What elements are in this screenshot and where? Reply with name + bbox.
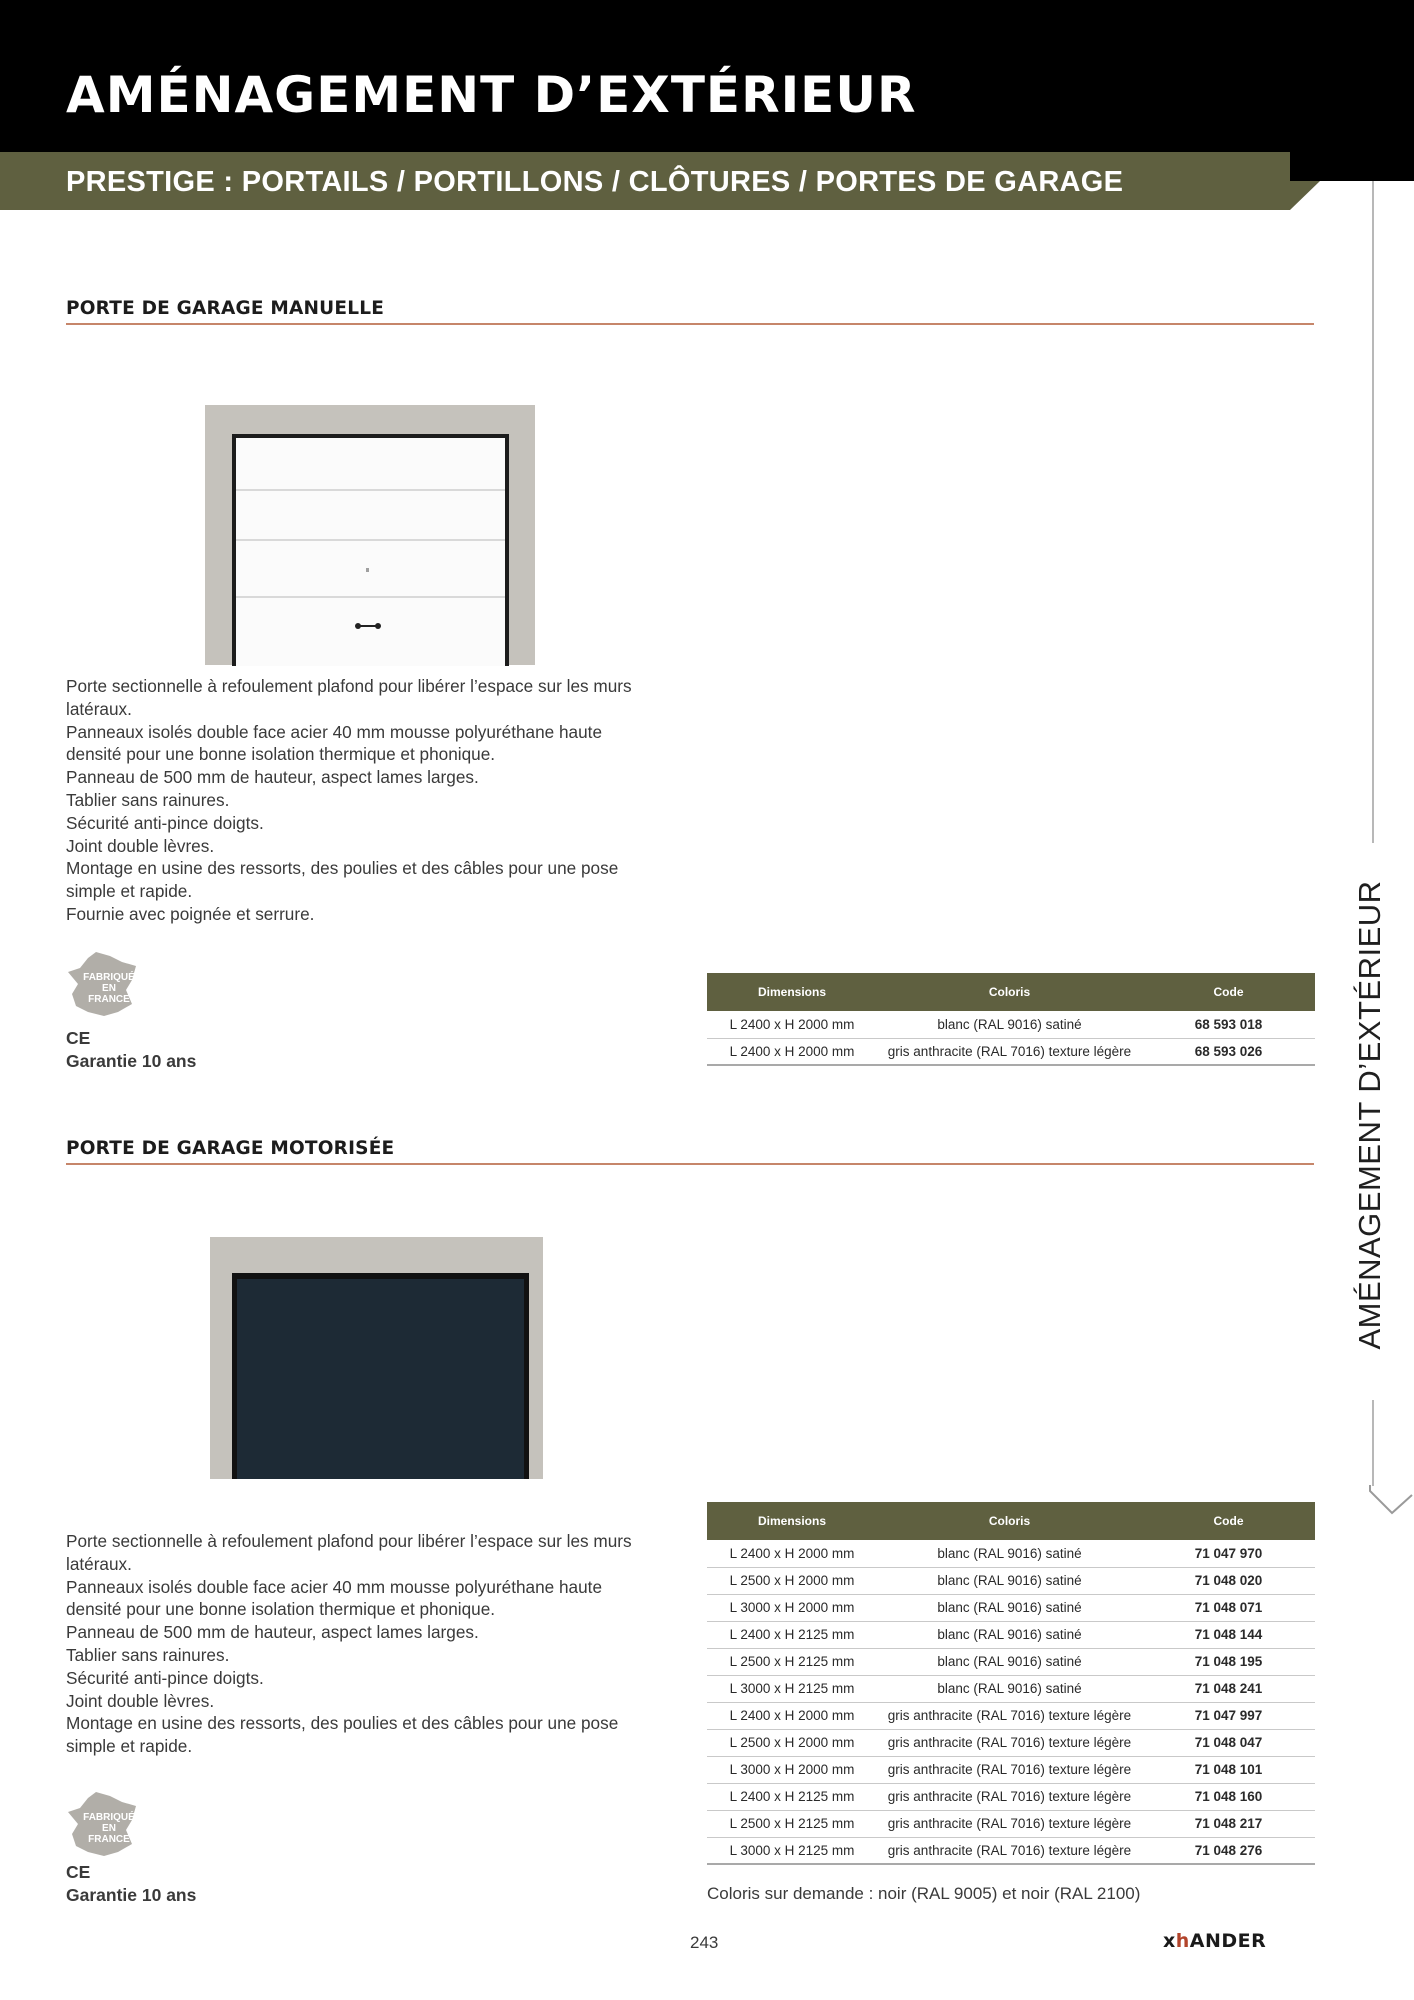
table-header: Code (1142, 973, 1315, 1011)
page-subtitle: PRESTIGE : PORTAILS / PORTILLONS / CLÔTURES / PORTES DE GARAGE (66, 166, 1124, 198)
header-tab (1290, 152, 1414, 181)
table-row: L 2500 x H 2125 mm gris anthracite (RAL 7016) texture légère 71 048 217 (707, 1810, 1315, 1837)
page-title: AMÉNAGEMENT D’EXTÉRIEUR (66, 66, 917, 124)
warranty-text: Garantie 10 ans (66, 1885, 197, 1905)
motorised-door-image (210, 1237, 543, 1479)
brand-logo: xhANDER (1163, 1930, 1267, 1952)
table-row: L 2400 x H 2125 mm blanc (RAL 9016) satiné 71 048 144 (707, 1621, 1315, 1648)
side-divider-bottom (1372, 1400, 1374, 1486)
manual-description: Porte sectionnelle à refoulement plafond pour libérer l’espace sur les murs latéraux. Panneaux isolés double face acier 40 mm mousse polyuréthane haute densité pour une bonne isolation thermique et phonique. Panneau de 500 mm de hauteur, aspect lames larges. Tablier sans rainures. Sécurité anti-pince doigts. Joint double lèvres. Montage en usine des ressorts, des poulies et des câbles pour une pose simple et rapide. Fournie avec poignée et serrure. (66, 676, 632, 924)
table-row: L 3000 x H 2125 mm gris anthracite (RAL 7016) texture légère 71 048 276 (707, 1837, 1315, 1864)
section-heading-manual: PORTE DE GARAGE MANUELLE (66, 298, 385, 319)
motorised-description: Porte sectionnelle à refoulement plafond pour libérer l’espace sur les murs latéraux. Panneaux isolés double face acier 40 mm mousse polyuréthane haute densité pour une bonne isolation thermique et phonique. Panneau de 500 mm de hauteur, aspect lames larges. Tablier sans rainures. Sécurité anti-pince doigts. Joint double lèvres. Montage en usine des ressorts, des poulies et des câbles pour une pose simple et rapide. (66, 1531, 632, 1757)
table-row: L 2400 x H 2000 mm gris anthracite (RAL 7016) texture légère 68 593 026 (707, 1038, 1315, 1065)
table-row: L 2400 x H 2000 mm gris anthracite (RAL 7016) texture légère 71 047 997 (707, 1702, 1315, 1729)
door-handle-icon (355, 623, 381, 629)
section-heading-motorised: PORTE DE GARAGE MOTORISÉE (66, 1138, 395, 1159)
table-header: Dimensions (707, 1502, 877, 1540)
warranty-text: Garantie 10 ans (66, 1051, 197, 1071)
manual-door-image (205, 405, 535, 665)
table-row: L 2400 x H 2125 mm gris anthracite (RAL 7016) texture légère 71 048 160 (707, 1783, 1315, 1810)
made-in-france-badge: FABRIQUÉ EN FRANCE (66, 950, 140, 1018)
table-header: Coloris (877, 973, 1142, 1011)
motorised-product-table (707, 1502, 1315, 1865)
manual-product-table (707, 973, 1315, 1066)
table-row: L 2500 x H 2000 mm blanc (RAL 9016) satiné 71 048 020 (707, 1567, 1315, 1594)
made-in-france-badge: FABRIQUÉ EN FRANCE (66, 1790, 140, 1858)
table-row: L 2500 x H 2125 mm blanc (RAL 9016) satiné 71 048 195 (707, 1648, 1315, 1675)
side-chevron-icon (1368, 1485, 1414, 1517)
table-header: Coloris (877, 1502, 1142, 1540)
table-row: L 2400 x H 2000 mm blanc (RAL 9016) satiné 71 047 970 (707, 1540, 1315, 1567)
ce-mark: CE (66, 1028, 91, 1048)
section-rule-motorised (66, 1163, 1314, 1165)
side-tab-label: AMÉNAGEMENT D’EXTÉRIEUR (1352, 880, 1387, 1350)
table-row: L 3000 x H 2125 mm blanc (RAL 9016) satiné 71 048 241 (707, 1675, 1315, 1702)
table-row: L 2400 x H 2000 mm blanc (RAL 9016) satiné 68 593 018 (707, 1011, 1315, 1038)
table-header: Dimensions (707, 973, 877, 1011)
table-row: L 3000 x H 2000 mm gris anthracite (RAL 7016) texture légère 71 048 101 (707, 1756, 1315, 1783)
table-row: L 2500 x H 2000 mm gris anthracite (RAL 7016) texture légère 71 048 047 (707, 1729, 1315, 1756)
section-rule-manual (66, 323, 1314, 325)
ce-mark: CE (66, 1862, 91, 1882)
colour-on-request-note: Coloris sur demande : noir (RAL 9005) et noir (RAL 2100) (707, 1884, 1141, 1903)
page-number: 243 (690, 1933, 719, 1952)
table-header: Code (1142, 1502, 1315, 1540)
side-divider-top (1372, 181, 1374, 843)
table-row: L 3000 x H 2000 mm blanc (RAL 9016) satiné 71 048 071 (707, 1594, 1315, 1621)
